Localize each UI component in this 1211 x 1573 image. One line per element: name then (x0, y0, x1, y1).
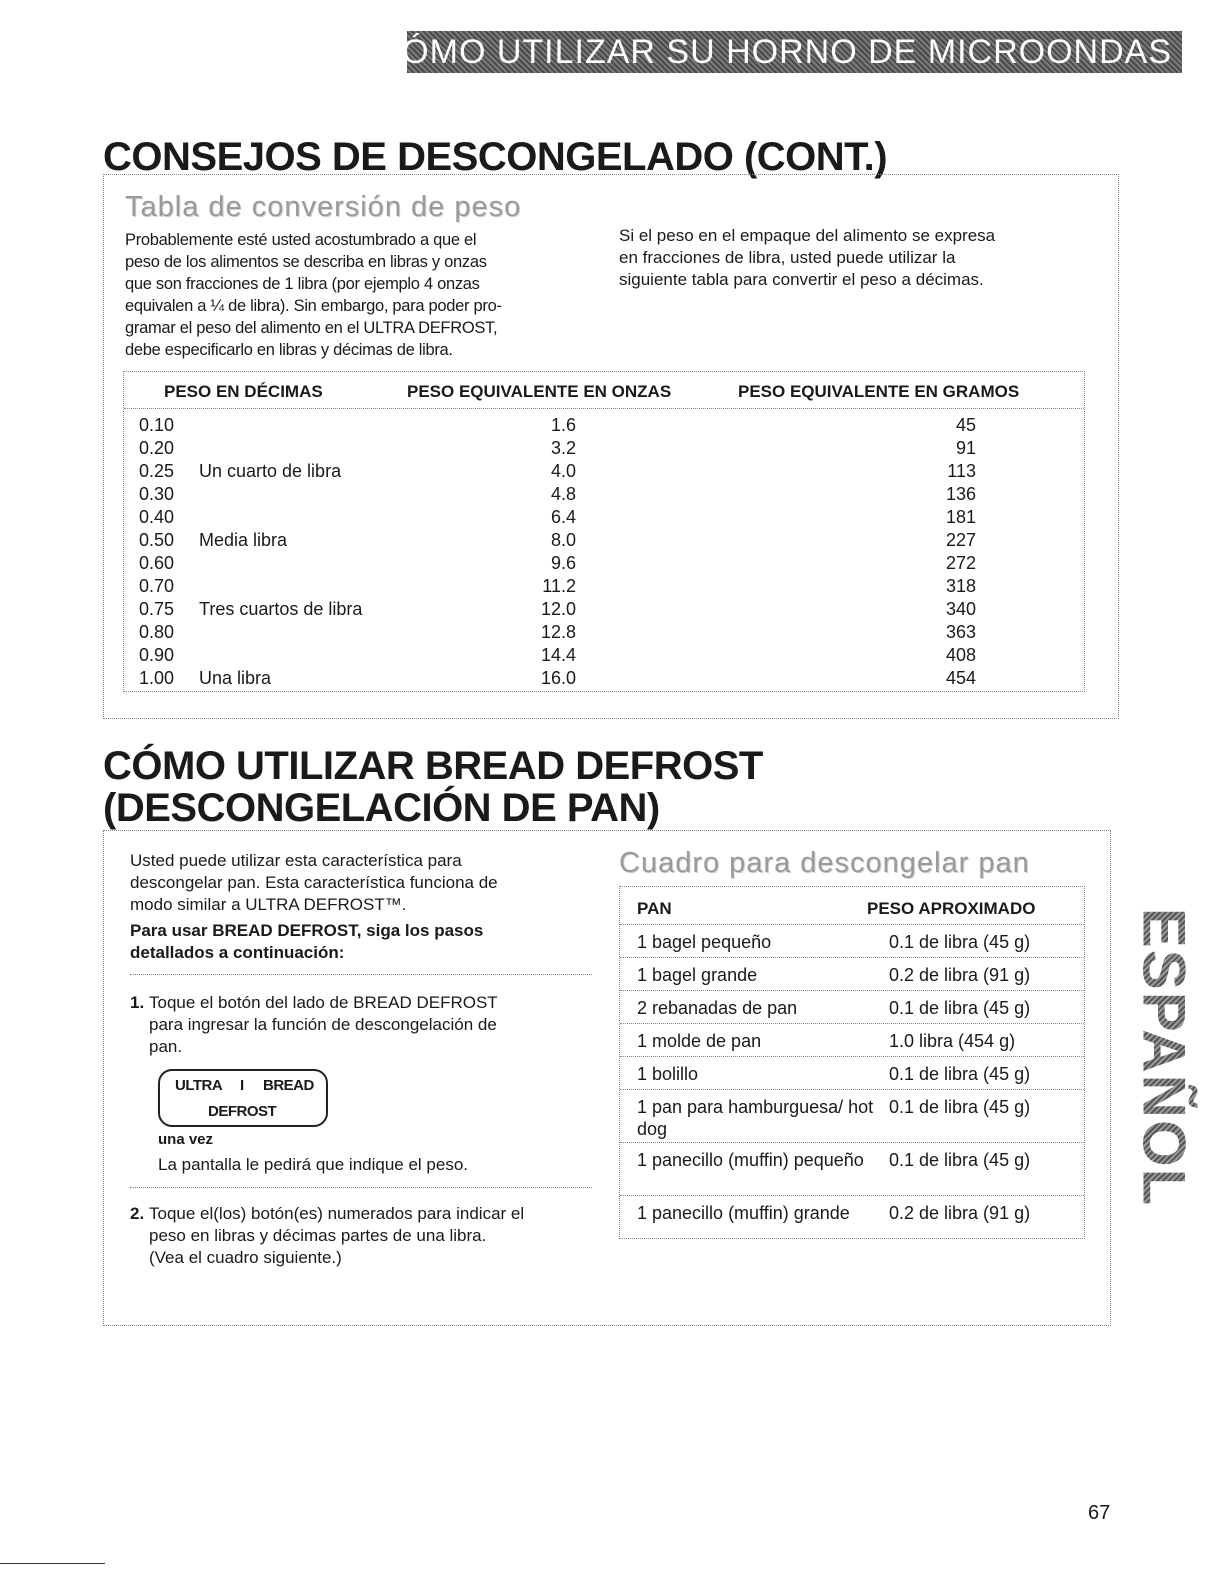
divider (130, 1187, 592, 1188)
decimal-weight: 0.80 (139, 622, 175, 642)
grams-value: 45 (955, 415, 976, 435)
bread-row (620, 958, 1084, 991)
bread-item: 1 molde de pan (637, 1031, 762, 1051)
decimal-weight: 1.00 (139, 668, 175, 688)
bread-row (620, 1057, 1084, 1090)
bread-defrost-table (619, 886, 1085, 1239)
step-1-result: La pantalla le pedirá que indique el peso. (158, 1155, 469, 1174)
weight-description: Tres cuartos de libra (199, 599, 363, 619)
bread-defrost-instruction: Para usar BREAD DEFROST, siga los pasos detallados a continuación: (130, 921, 484, 962)
ounces-value: 6.4 (550, 507, 576, 527)
step-2: 2. Toque el(los) botón(es) numerados para indicar el peso en libras y décimas partes de una libra. (Vea el cuadro siguiente.) (130, 1204, 525, 1267)
grams-value: 318 (945, 576, 976, 596)
decimal-weight: 0.30 (139, 484, 175, 504)
footer-rule (0, 1563, 105, 1564)
bread-row (620, 1196, 1084, 1234)
bread-row (620, 991, 1084, 1024)
bread-item: 1 bagel grande (637, 965, 758, 985)
ounces-value: 16.0 (540, 668, 576, 688)
step-1: 1. Toque el botón del lado de BREAD DEFROST para ingresar la función de descongelación de pan. (130, 993, 498, 1056)
conversion-row (124, 599, 1084, 622)
bread-weight: 0.1 de libra (45 g) (889, 1150, 1031, 1170)
weight-description: Una libra (199, 668, 272, 688)
ounces-value: 12.8 (540, 622, 576, 642)
bread-weight: 0.1 de libra (45 g) (889, 932, 1031, 952)
bread-table-header (620, 887, 1084, 925)
bread-row (620, 1143, 1084, 1196)
ounces-value: 3.2 (550, 438, 576, 458)
page-banner: CÓMO UTILIZAR SU HORNO DE MICROONDAS (407, 31, 1182, 73)
decimal-weight: 0.10 (139, 415, 175, 435)
bread-row (620, 925, 1084, 958)
ounces-value: 11.2 (542, 576, 576, 596)
header-weight-ounces: PESO EQUIVALENTE EN ONZAS (407, 382, 672, 401)
bread-weight: 0.2 de libra (91 g) (889, 1203, 1031, 1223)
page-number: 67 (1088, 1502, 1111, 1524)
conversion-row (124, 553, 1084, 576)
section-title-bread-defrost: CÓMO UTILIZAR BREAD DEFROST (DESCONGELACIÓN DE PAN) (103, 744, 763, 830)
key-caption: una vez (158, 1131, 214, 1148)
ounces-value: 9.6 (550, 553, 576, 573)
decimal-weight: 0.60 (139, 553, 175, 573)
grams-value: 227 (945, 530, 976, 550)
conversion-row (124, 415, 1084, 438)
conversion-row (124, 668, 1084, 691)
weight-description: Un cuarto de libra (199, 461, 342, 481)
header-approx-weight: PESO APROXIMADO (867, 899, 1036, 918)
conversion-row (124, 530, 1084, 553)
grams-value: 272 (945, 553, 976, 573)
bread-item: 1 bolillo (637, 1064, 699, 1084)
decimal-weight: 0.75 (139, 599, 175, 619)
decimal-weight: 0.20 (139, 438, 175, 458)
conversion-row (124, 484, 1084, 507)
grams-value: 91 (955, 438, 976, 458)
grams-value: 340 (945, 599, 976, 619)
bread-row (620, 1024, 1084, 1057)
bread-weight: 1.0 libra (454 g) (889, 1031, 1016, 1051)
weight-conversion-subhead: Tabla de conversión de peso (125, 191, 522, 223)
grams-value: 454 (945, 668, 976, 688)
bread-item: 2 rebanadas de pan (637, 998, 798, 1018)
conversion-row (124, 645, 1084, 668)
header-weight-grams: PESO EQUIVALENTE EN GRAMOS (738, 382, 1020, 401)
conversion-row (124, 576, 1084, 599)
grams-value: 181 (945, 507, 976, 527)
decimal-weight: 0.25 (139, 461, 175, 481)
divider (130, 974, 592, 975)
grams-value: 363 (945, 622, 976, 642)
grams-value: 136 (945, 484, 976, 504)
grams-value: 113 (947, 461, 976, 481)
ounces-value: 8.0 (550, 530, 576, 550)
bread-weight: 0.1 de libra (45 g) (889, 998, 1031, 1018)
decimal-weight: 0.50 (139, 530, 175, 550)
weight-conversion-table (123, 371, 1085, 692)
grams-value: 408 (945, 645, 976, 665)
conversion-row (124, 461, 1084, 484)
header-bread: PAN (637, 899, 672, 918)
conversion-row (124, 507, 1084, 530)
ultra-bread-defrost-key[interactable]: ULTRA I BREAD DEFROST (158, 1069, 328, 1127)
language-side-tab: ESPAÑOL (1130, 907, 1198, 1208)
bread-weight: 0.2 de libra (91 g) (889, 965, 1031, 985)
header-weight-decimals: PESO EN DÉCIMAS (164, 382, 323, 401)
bread-row (620, 1090, 1084, 1143)
conversion-row (124, 438, 1084, 461)
conversion-intro-right: Si el peso en el empaque del alimento se expresa en fracciones de libra, usted puede utilizar la siguiente tabla para convertir el peso a décimas. (619, 226, 996, 289)
ounces-value: 12.0 (540, 599, 576, 619)
conversion-intro-left: Probablemente esté usted acostumbrado a que el peso de los alimentos se describa en libras y onzas que son fracciones de 1 libra (por ejemplo 4 onzas equivalen a ¼ de libra). Sin embargo, para poder pro- gramar el peso del alimento en el ULTRA DEFROST, debe especificarlo en libras y décimas de libra. (125, 231, 502, 359)
bread-chart-subhead: Cuadro para descongelar pan (619, 847, 1030, 879)
bread-item: 1 bagel pequeño (637, 932, 772, 952)
bread-defrost-intro: Usted puede utilizar esta característica para descongelar pan. Esta característica funciona de modo similar a ULTRA DEFROST™. (130, 851, 498, 914)
bread-weight: 0.1 de libra (45 g) (889, 1097, 1031, 1117)
decimal-weight: 0.40 (139, 507, 175, 527)
bread-item: 1 panecillo (muffin) grande (637, 1203, 850, 1223)
bread-weight: 0.1 de libra (45 g) (889, 1064, 1031, 1084)
section-title-defrost-tips: CONSEJOS DE DESCONGELADO (CONT.) (103, 135, 888, 179)
ounces-value: 4.8 (550, 484, 576, 504)
decimal-weight: 0.90 (139, 645, 175, 665)
ounces-value: 1.6 (550, 415, 576, 435)
weight-description: Media libra (199, 530, 288, 550)
ounces-value: 4.0 (550, 461, 576, 481)
bread-item: 1 panecillo (muffin) pequeño (637, 1150, 864, 1170)
bread-item: 1 pan para hamburguesa/ hot dog (637, 1097, 874, 1139)
ounces-value: 14.4 (540, 645, 576, 665)
conversion-table-header (124, 372, 1084, 409)
conversion-row (124, 622, 1084, 645)
decimal-weight: 0.70 (139, 576, 175, 596)
